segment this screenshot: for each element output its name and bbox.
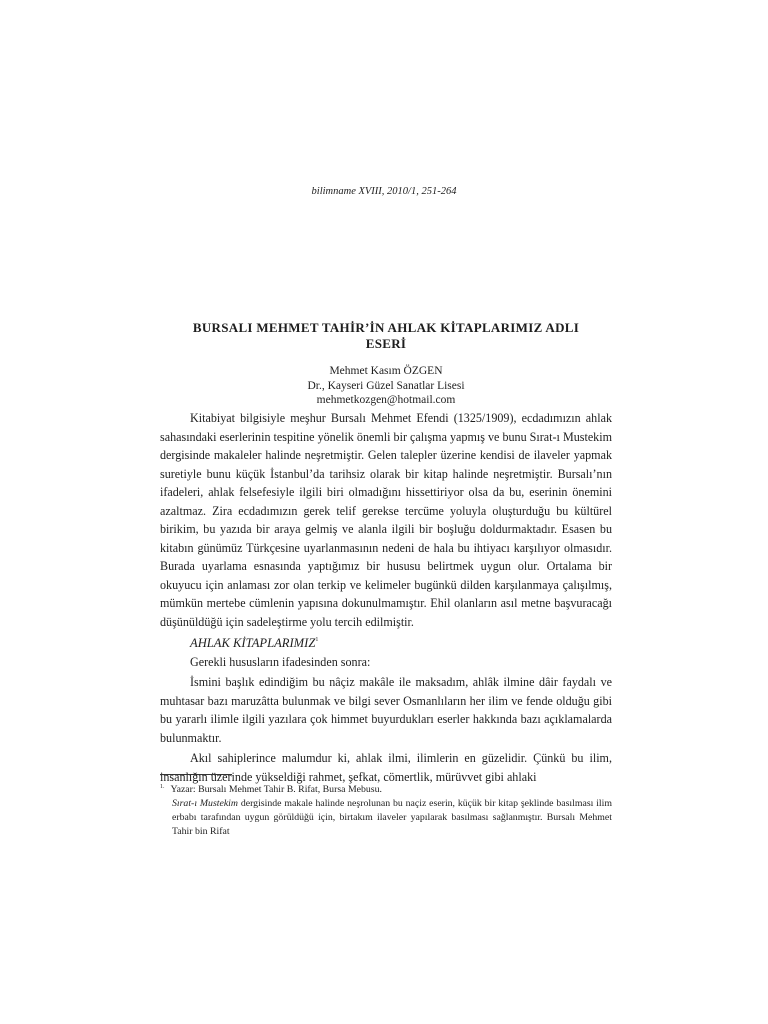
article-title-line-1: BURSALI MEHMET TAHİR’İN AHLAK KİTAPLARIMIZ ADLI — [192, 320, 580, 335]
title-block — [160, 320, 612, 408]
footnotes — [160, 780, 612, 839]
author-name: Mehmet Kasım ÖZGEN — [329, 365, 443, 377]
section-heading-text: AHLAK KİTAPLARIMIZ — [190, 636, 316, 650]
footnote-1-rest: dergisinde makale halinde neşrolunan bu naçiz eserin, küçük bir kitap şeklinde basılması ilim erbabı tarafından uygun görüldüğü için, birtakım ilaveler yapılarak basılması sağlanmıştır. Bursalı Mehmet Tahir bin Rifat — [172, 798, 612, 837]
body-paragraph-3: İsmini başlık edindiğim bu nâçiz makâle ile maksadım, ahlâk ilmine dâir faydalı ve muhtasar bazı maruzâtta bulunmak ve bilgi sever Osmanlıların her ilim ve fende olduğu gibi bu yararlı ilimle ilgili yazılara çok himmet buyurdukları eserler hakkında bazı açıklamalarda bulunmaktır. — [160, 675, 612, 745]
article-body — [160, 409, 612, 786]
article-title-line-2: ESERİ — [365, 336, 407, 351]
footnote-divider — [160, 774, 232, 775]
footnote-number: 1. — [160, 784, 165, 790]
author-email: mehmetkozgen@hotmail.com — [316, 394, 456, 406]
section-heading — [160, 631, 612, 653]
author-block — [160, 364, 612, 408]
footnote-1-continuation — [160, 797, 612, 839]
footnote-1 — [160, 780, 612, 797]
body-paragraph-2: Gerekli hususların ifadesinden sonra: — [190, 654, 371, 669]
footnote-1-text: Yazar: Bursalı Mehmet Tahir B. Rifat, Bursa Mebusu. — [170, 784, 382, 795]
footnote-marker: 1 — [315, 637, 319, 643]
author-affiliation: Dr., Kayseri Güzel Sanatlar Lisesi — [307, 379, 465, 392]
body-paragraph-4: Akıl sahiplerince malumdur ki, ahlak ilmi, ilimlerin en güzelidir. Çünkü bu ilim, insanlığın üzerinde yükseldiği rahmet, şefkat, cömertlik, mürüvvet gibi ahlaki — [160, 751, 612, 784]
article-title — [160, 320, 612, 352]
footnote-journal-name: Sırat-ı Mustekim — [172, 798, 238, 809]
running-header: bilimname XVIII, 2010/1, 251-264 — [311, 186, 457, 197]
body-paragraph-1: Kitabiyat bilgisiyle meşhur Bursalı Mehmet Efendi (1325/1909), ecdadımızın ahlak sahasındaki eserlerinin tespitine yönelik önemli bir çalışma yapmış ve bunu Sırat-ı Mustekim dergisinde makaleler halinde neşretmiştir. Gelen talepler üzerine kendisi de ilaveler yapmak suretiyle bunu küçük İstanbul’da tarihsiz olarak bir kitap halinde neşretmiştir. Bursalı’nın ifadeleri, ahlak felsefesiyle ilgili biri olmadığını hissettiriyor olsa da bu, eserinin önemini azaltmaz. Zira ecdadımızın gerek telif gerekse tercüme yoluyla oluşturduğu bu kültürel birikim, bu yazıda bir araya gelmiş ve alanla ilgili bir boşluğu doldurmaktadır. Esasen bu kitabın günümüz Türkçesine uyarlanmasının nedeni de hala bu ihtiyacı karşılıyor olmasıdır. Burada uyarlama esnasında yaptığımız bir hususu belirtmek uygun olur. Ortalama bir okuyucu için anlaması zor olan terkip ve kelimeler bugünkü dilden karşılanmaya çalışılmış, mümkün mertebe cümlenin yapısına dokunulmamıştır. Ehil olanların asıl metne başvuracağı düşünüldüğü için sadeleştirme yolu tercih edilmiştir. — [160, 411, 612, 629]
